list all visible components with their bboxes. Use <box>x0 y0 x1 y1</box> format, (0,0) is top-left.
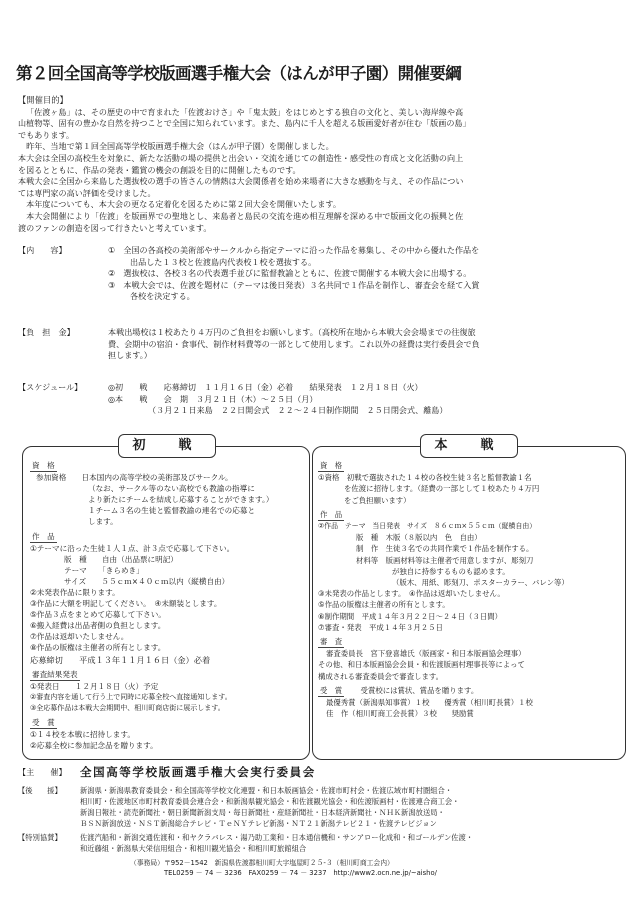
first-award-line: ①１４校を本戦に招待します。 <box>30 730 135 739</box>
first-work-line: サイズ ５５ｃｍ×４０ｃｍ以内（縦横自由） <box>64 577 230 586</box>
first-qual-line: します。 <box>88 517 118 526</box>
office-block <box>130 858 630 878</box>
schedule-section <box>18 382 628 417</box>
office-contact: TEL0259 － 74 － 3236 FAX0259 － 74 － 3237 http://www2.ocn.ne.jp/~aisho/ <box>164 869 437 877</box>
main-work-line: （版木、用紙、彫刻刀、ポスターカラー、バレン等） <box>392 578 569 588</box>
purpose-line: 「佐渡ヶ島」は、その歴史の中で育まれた「佐渡おけさ」や「鬼太鼓」をはじめとする独自の文化と、美しい海岸線や高 <box>26 106 464 117</box>
purpose-line: 山植物等、固有の豊かな自然を持つことで全国に知られています。また、島内に千人を超える版画愛好者が住む「版画の島」 <box>18 118 471 129</box>
schedule-line: （３月２１日来島 ２２日開会式 ２２～２４日制作期間 ２５日閉会式、離島） <box>148 405 448 416</box>
organizer-label: 【主 催】 <box>18 767 67 777</box>
purpose-line: 本大会は全国の高校生を対象に、新たな活動の場の提供と出会い・交流を通じての創造性・感受性の育成と文化活動の向上 <box>18 152 464 163</box>
main-work-label: 作 品 <box>318 509 620 521</box>
content-item: 出品した１３校と佐渡島内代表校１校を選抜する。 <box>130 256 317 267</box>
first-work-label: 作 品 <box>32 532 55 541</box>
first-review-line: ①発表日 １２月１８日（火）予定 <box>30 682 159 691</box>
first-work-line: ⑦作品は返却いたしません。 <box>30 632 129 641</box>
main-judge-line: その他、和日本版画協会会員・和佐渡版画村理事長等によって <box>318 660 525 670</box>
main-work-line: ⑦審査・発表 平成１４年３月２５日 <box>318 622 443 632</box>
purpose-label: 【開催目的】 <box>18 95 68 105</box>
first-review-label: 審査結果発表 <box>32 670 78 679</box>
fee-line: 費、会期中の宿泊・食事代、制作材料費等の一部として使用します。これ以外の経費は実行委員会で負 <box>108 338 480 349</box>
fee-label: 【負 担 金】 <box>18 327 75 337</box>
first-work-line: ⑤作品３点をまとめて応募して下さい。 <box>30 610 166 619</box>
first-work-line: テーマ 「きらめき」 <box>64 566 144 575</box>
first-qual-line: １チーム３名の生徒と監督教諭の連名での応募と <box>88 506 256 515</box>
office-address: （事務局）〒952－1542 新潟県佐渡郡相川町大字塩屋町２５‐３（相川町商工会内） <box>130 859 394 867</box>
first-review-line: ③全応募作品は本戦大会期間中、相川町商店街に展示します。 <box>30 704 225 712</box>
fee-line: 担します。） <box>108 350 152 361</box>
main-award-intro: 受賞校には賞状、賞品を贈ります。 <box>360 685 479 695</box>
main-work-line: 制 作 生徒３名での共同作業で１作品を制作する。 <box>356 544 534 554</box>
first-deadline: 応募締切 平成１３年１１月１６日（金）必着 <box>30 655 211 665</box>
main-qual-label: 資 格 <box>318 460 620 472</box>
first-award-label: 受 賞 <box>32 718 55 727</box>
schedule-line: ◎本 戦 会 期 ３月２１日（木）～２５日（月） <box>108 393 318 404</box>
main-award-row <box>318 685 620 697</box>
purpose-line: 渡のファンの創造を図って行きたいと考えています。 <box>18 222 212 233</box>
main-judge-line: 構成される審査委員会で審査します。 <box>318 671 444 681</box>
organizer-row <box>18 767 628 779</box>
main-work-line: 版 種 木版（８版以内 色 自由） <box>356 533 482 543</box>
document-title: 第２回全国高等学校版画選手権大会（はんが甲子園）開催要綱 <box>16 64 462 83</box>
main-work-line: ⑥制作期間 平成１４年３月２２日～２４日（３日間） <box>318 611 503 621</box>
main-qual-line: をご負担願います） <box>344 495 411 505</box>
first-work-line: ⑧作品の版権は主催者の所有とします。 <box>30 643 166 652</box>
content-item: ① 全国の各高校の美術部やサークルから指定テーマに沿った作品を募集し、その中から優れた作品を <box>108 245 480 255</box>
main-award-label: 受 賞 <box>318 685 344 697</box>
support-row <box>18 785 632 829</box>
purpose-line: 昨年、当地で第１回全国高等学校版画選手権大会（はんが甲子園）を開催しました。 <box>18 141 334 152</box>
first-review-line: ②審査内容を通して行う上で同時に応募全校へ直接通知します。 <box>30 693 232 701</box>
main-round-heading: 本 戦 <box>420 434 518 458</box>
purpose-line: ては専門家の高い評価を受けました。 <box>18 187 156 198</box>
first-qual-label: 資 格 <box>32 461 55 470</box>
first-work-line: ①テーマに沿った生徒１人１点、計３点で応募して下さい。 <box>30 544 235 553</box>
organizer-value: 全国高等学校版画選手権大会実行委員会 <box>80 765 316 779</box>
main-qual-line: ①資格 初戦で選抜された１４校の各校生徒３名と監督教諭１名 <box>318 473 532 483</box>
sponsors-row <box>18 832 632 854</box>
main-work-line: 材料等 版画材料等は主催者で用意しますが、彫刻刀 <box>356 555 534 565</box>
first-round-heading: 初 戦 <box>118 434 216 458</box>
sponsors-label: 【特別協賛】 <box>18 833 62 842</box>
sponsors-line: 佐渡汽船和・新潟交通佐渡和・和ヤクラバレス・湯乃助工業和・日本通信機和・サンアロー化成和・和ゴールデン佐渡・ <box>80 833 474 842</box>
content-item: 各校を決定する。 <box>130 291 195 302</box>
purpose-line: 本年度についても、本大会の更なる定着化を図るために第２回大会を開催いたします。 <box>18 199 341 210</box>
main-work-line: ②作品 テーマ 当日発表 サイズ ８６ｃｍ×５５ｃｍ（縦横自由） <box>318 522 537 531</box>
schedule-line: ◎初 戦 応募締切 １１月１６日（金）必着 結果発表 １２月１８日（火） <box>108 382 423 392</box>
content-item: ③ 本戦大会では、佐渡を題材に（テーマは後日発表）３名共同で１作品を制作し、審査会を経て入賞 <box>108 279 480 290</box>
first-round-content <box>30 460 304 751</box>
main-award-line: 最優秀賞（新潟県知事賞）１校 優秀賞（相川町長賞）１校 <box>326 698 533 708</box>
support-line: ＢＳＮ新潟放送・ＮＳＴ新潟総合テレビ・ＴｅＮＹテレビ新潟・ＮＴ２１新潟テレビ２１・佐渡テレビジョン <box>80 819 437 828</box>
support-label: 【後 援】 <box>18 786 62 795</box>
content-section <box>18 245 628 303</box>
main-work-line: ⑤作品の版権は主催者の所有とします。 <box>318 600 450 610</box>
main-work-line: が独自に持参するものも認めます。 <box>392 566 510 576</box>
main-qual-line: を佐渡に招待します。（経費の一部として１校あたり４万円 <box>344 484 540 494</box>
fee-section <box>18 327 628 362</box>
first-qual-line: 参加資格 日本国内の高等学校の美術部及びサークル。 <box>36 473 233 482</box>
fee-line: 本戦出場校は１校あたり４万円のご負担をお願いします。（高校所在地から本戦大会会場までの往復旅 <box>108 327 476 337</box>
purpose-line: でもあります。 <box>18 129 75 140</box>
main-award-line: 佳 作（相川町商工会長賞）３校 奨励賞 <box>326 709 474 719</box>
main-work-line: ③未発表の作品とします。 ④作品は返却いたしません。 <box>318 589 505 599</box>
schedule-label: 【スケジュール】 <box>18 382 83 392</box>
main-round-content <box>318 460 620 719</box>
first-award-line: ②応募全校に参加記念品を贈ります。 <box>30 741 158 750</box>
first-qual-line: （なお、サークル等のない高校でも教諭の指導に <box>88 484 255 493</box>
main-judge-label: 審 査 <box>318 636 620 648</box>
first-work-line: ②未発表作品に限ります。 <box>30 588 120 597</box>
purpose-section <box>18 95 628 234</box>
purpose-line: 本戦大会に全国から来島した選抜校の選手の皆さんの情熱は大会関係者を始め来場者に大きな感動を与え、その作品につい <box>18 176 464 187</box>
first-qual-line: より新たにチームを結成し応募することができます。） <box>88 495 274 504</box>
first-work-line: ⑥搬入経費は出品者側の負担とします。 <box>30 621 166 630</box>
content-item: ② 選抜校は、各校３名の代表選手並びに監督教諭とともに、佐渡で開催する本戦大会に出場する。 <box>108 268 472 279</box>
main-judge-line: 審査委員長 宮下登喜雄氏（版画家・和日本版画協会理事） <box>326 649 526 659</box>
support-line: 新潟日報社・読売新聞社・朝日新聞新潟支局・毎日新聞社・産経新聞社・日本経済新聞社・ＮＨＫ新潟放送局・ <box>80 808 445 817</box>
sponsors-line: 和近藤組・新潟県大栄信用組合・和相川観光協会・和相川町旅館組合 <box>80 844 307 853</box>
support-line: 相川町・佐渡地区市町村教育委員会連合会・和新潟県観光協会・和佐渡観光協会・和佐渡版画村・佐渡連合商工会・ <box>80 797 460 806</box>
first-work-line: ③作品に大額を明記してください。 ④未額装とします。 <box>30 599 222 608</box>
first-work-line: 版 種 自由（出品票に明記） <box>64 555 178 564</box>
support-line: 新潟県・新潟県教育委員会・和全国高等学校文化連盟・和日本版画協会・佐渡市町村会・佐渡広域市町村圏組合・ <box>80 786 453 795</box>
purpose-line: を図るとともに、作品の発表・鑑賞の機会の創設を目的に開催したものです。 <box>18 164 301 175</box>
content-label: 【内 容】 <box>18 245 67 255</box>
purpose-line: 本大会開催により「佐渡」を版画界での聖地とし、来島者と島民の交流を進め相互理解を深める中で版画文化の振興と佐 <box>18 210 464 221</box>
